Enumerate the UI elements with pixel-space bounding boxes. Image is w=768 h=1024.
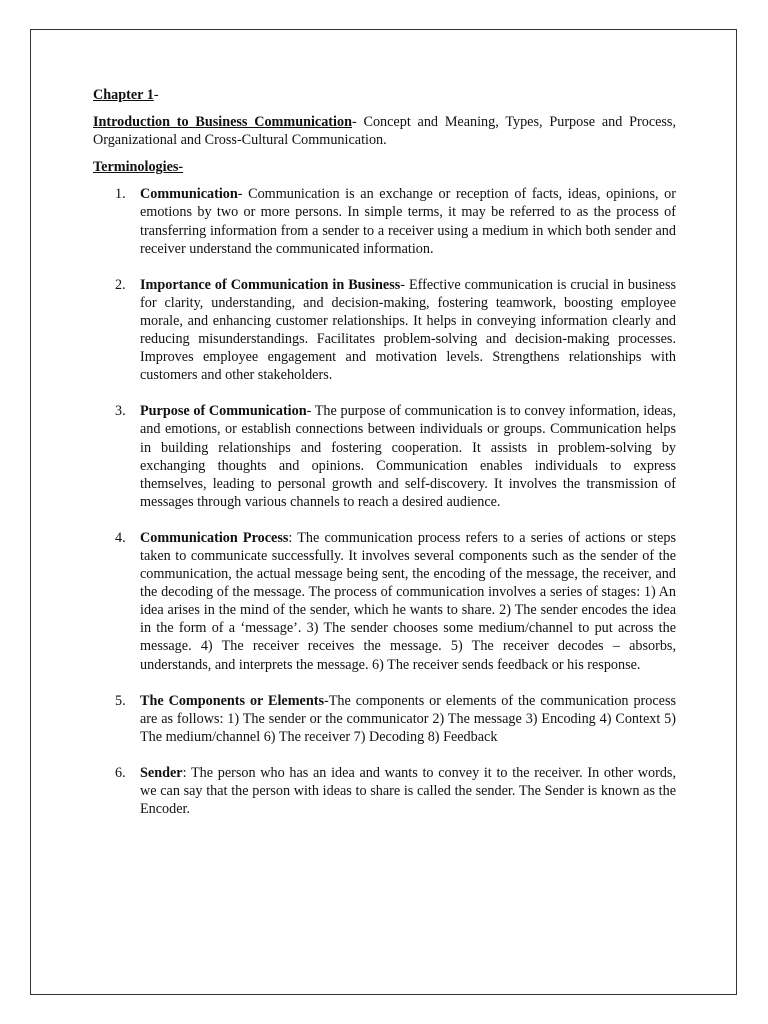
list-item-number: 1.: [115, 186, 126, 203]
chapter-label: Chapter 1: [93, 87, 154, 103]
list-item-number: 6.: [115, 764, 126, 781]
term-title: Importance of Communication in Business: [140, 276, 401, 293]
term-text: - Communication is an exchange or reception of facts, ideas, opinions, or emotions by two or more persons. In simple terms, it may be referred to as the process of transferring information from a sender to a receiver using a medium in which both sender and receiver understand the communicated information.: [140, 186, 676, 257]
list-item: [93, 692, 676, 746]
term-title: Purpose of Communication: [140, 403, 307, 420]
term-text: - The purpose of communication is to convey information, ideas, and emotions, or establish connections between individuals or groups. Communication helps in building relationships and fostering cooperation. It assists in problem-solving by exchanging thoughts and opinions. Communication enables individuals to express themselves, leading to personal growth and self-discovery. It involves the transmission of messages through various channels to reach a desired audience.: [140, 403, 676, 510]
term-title: Sender: [140, 764, 183, 781]
list-item: [93, 402, 676, 511]
list-item-number: 3.: [115, 403, 126, 420]
term-text: - Effective communication is crucial in business for clarity, understanding, and decision-making, fostering teamwork, boosting employee morale, and enhancing customer relationships. It helps in conveying information clearly and reducing misunderstandings. Facilitates problem-solving and decision-making processes. Improves employee engagement and motivation levels. Strengthens relationships with customers and other stakeholders.: [140, 276, 676, 384]
intro-paragraph: [93, 113, 676, 149]
term-text: -The components or elements of the communication process are as follows: 1) The sender or the communicator 2) The message 3) Encoding 4) Context 5) The medium/channel 6) The receiver 7) Decoding 8) Feedback: [140, 692, 676, 745]
term-title: The Components or Elements: [140, 692, 324, 709]
term-title: Communication: [140, 186, 238, 203]
list-item-number: 5.: [115, 692, 126, 709]
chapter-suffix: -: [153, 87, 159, 103]
list-item: [93, 764, 676, 818]
terminology-list: [93, 185, 676, 818]
list-item-number: 4.: [115, 529, 126, 546]
list-item-number: 2.: [115, 276, 126, 293]
intro-text: - Concept and Meaning, Types, Purpose and Process, Organizational and Cross-Cultural Communication.: [93, 114, 677, 149]
intro-title: Introduction to Business Communication: [93, 114, 352, 131]
terminologies-heading-text: Terminologies-: [93, 159, 184, 176]
document-body: [93, 86, 676, 836]
term-title: Communication Process: [140, 529, 289, 546]
term-text: : The person who has an idea and wants to convey it to the receiver. In other words, we can say that the person with ideas to share is called the sender. The Sender is known as the Encoder.: [140, 764, 676, 818]
chapter-heading: [93, 86, 676, 104]
list-item: [93, 529, 676, 674]
list-item: [93, 276, 676, 385]
list-item: [93, 185, 676, 257]
term-text: : The communication process refers to a series of actions or steps taken to communicate successfully. It involves several components such as the sender of the communication, the actual message being sent, the encoding of the message, the receiver, and the decoding of the message. The process of communication involves a series of stages: 1) An idea arises in the mind of the sender, which he wants to share. 2) The sender encodes the idea in the form of a ‘message’. 3) The sender chooses some medium/channel to put across the message. 4) The receiver receives the message. 5) The receiver decodes – absorbs, understands, and interprets the message. 6) The receiver sends feedback or his response.: [140, 529, 676, 673]
terminologies-heading: [93, 158, 676, 176]
